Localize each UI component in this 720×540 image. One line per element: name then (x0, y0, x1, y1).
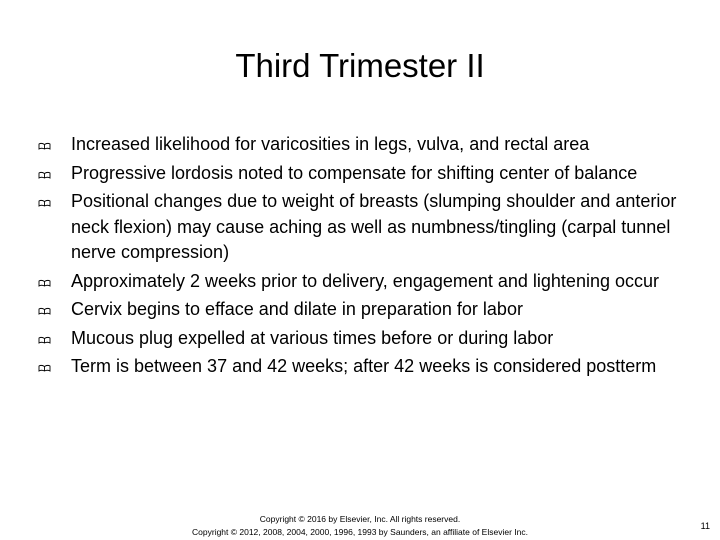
bullet-text: Term is between 37 and 42 weeks; after 42 weeks is considered postterm (71, 356, 657, 376)
page-number: 11 (700, 521, 710, 531)
book-open-icon (38, 199, 51, 207)
bullet-text: Increased likelihood for varicosities in legs, vulva, and rectal area (71, 134, 590, 154)
bullet-item (36, 161, 684, 187)
book-open-icon (38, 171, 51, 179)
bullet-text: Cervix begins to efface and dilate in preparation for labor (71, 299, 523, 319)
bullet-item (36, 297, 684, 323)
copyright-notice (150, 513, 570, 538)
bullet-item (36, 132, 684, 158)
book-open-icon (38, 307, 51, 315)
bullet-text: Mucous plug expelled at various times before or during labor (71, 327, 554, 348)
slide-title: Third Trimester II (235, 47, 485, 84)
book-open-icon (38, 142, 51, 150)
bullet-text: Positional changes due to weight of breasts (slumping shoulder and anterior neck flexion) may cause aching as well as numbness/tingling (carpal tunnel nerve compression) (71, 191, 677, 262)
bullet-text: Approximately 2 weeks prior to delivery, engagement and lightening occur (71, 270, 659, 291)
book-open-icon (38, 336, 51, 344)
bullet-item (36, 326, 684, 352)
bullet-item (36, 189, 684, 266)
bullet-list (36, 132, 684, 383)
bullet-item (36, 354, 684, 380)
copyright-line: Copyright © 2012, 2008, 2004, 2000, 1996, 1993 by Saunders, an affiliate of Elsevier Inc. (192, 526, 528, 537)
copyright-line: Copyright © 2016 by Elsevier, Inc. All rights reserved. (259, 514, 461, 524)
book-open-icon (38, 279, 51, 287)
bullet-item (36, 269, 684, 295)
book-open-icon (38, 364, 51, 372)
bullet-text: Progressive lordosis noted to compensate for shifting center of balance (71, 162, 638, 183)
